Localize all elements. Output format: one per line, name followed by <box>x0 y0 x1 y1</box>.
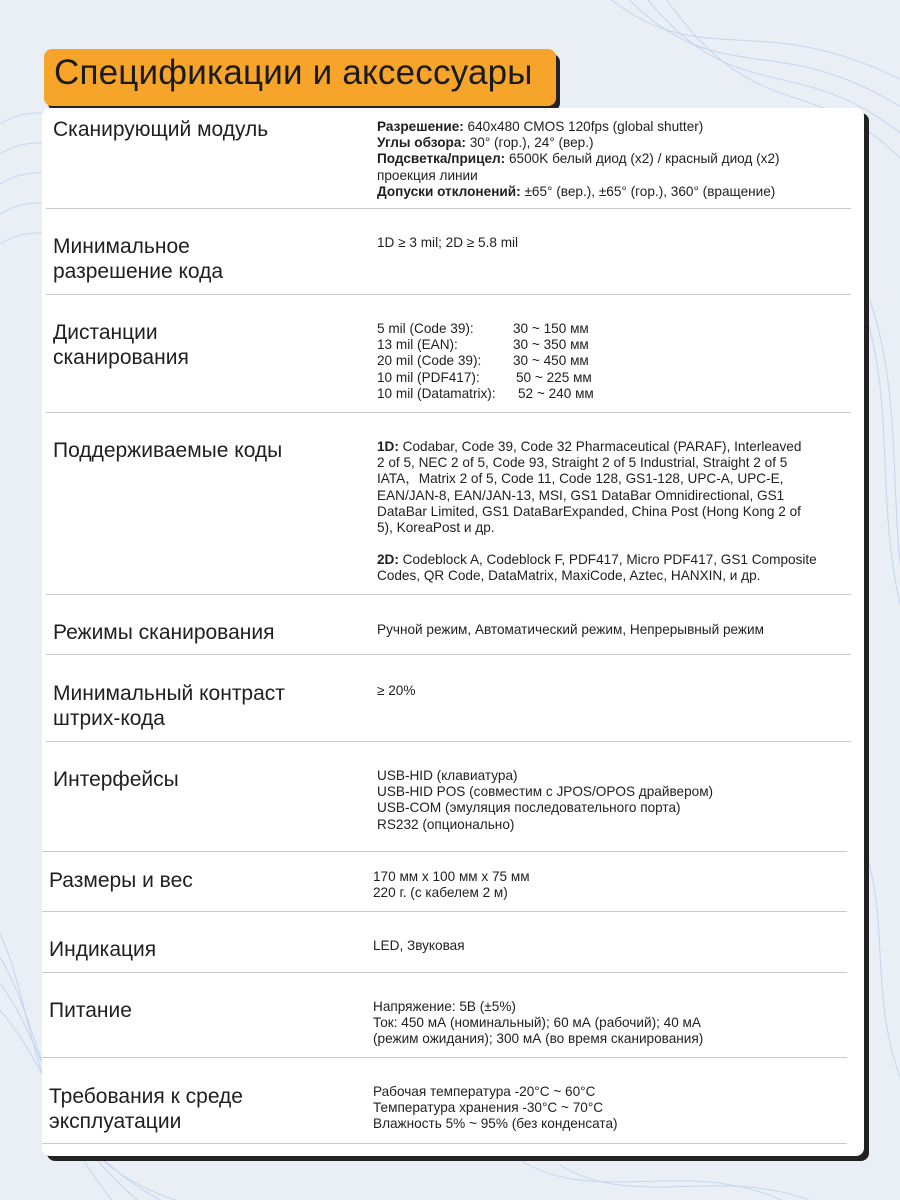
spec-label: Интерфейсы <box>53 768 179 791</box>
row-divider <box>46 294 851 295</box>
row-divider <box>42 1143 847 1144</box>
interfaces-list: USB-HID (клавиатура) USB-HID POS (совместим с JPOS/OPOS драйвером) USB-COM (эмуляция последовательного порта) RS232 (опционально) <box>377 768 714 832</box>
spec-label: Питание <box>49 999 132 1022</box>
spec-value: ≥ 20% <box>377 683 416 698</box>
spec-label: Поддерживаемые коды <box>53 439 283 462</box>
row-divider <box>46 594 851 595</box>
spec-value: 1D ≥ 3 mil; 2D ≥ 5.8 mil <box>377 235 519 250</box>
scan-distance-list <box>377 321 857 402</box>
spec-label: Режимы сканирования <box>53 621 275 644</box>
spec-value: Разрешение: 640x480 CMOS 120fps (global shutter) Углы обзора: 30° (гор.), 24° (вер.) Подсветка/прицел: 6500K белый диод (x2) / красный диод (x2) проекция линии Допуски отклонений: ±65° (вер.), ±65° (гор.), 360° (вращение) <box>377 119 780 199</box>
row-divider <box>46 412 851 413</box>
spec-value: 170 мм x 100 мм x 75 мм 220 г. (с кабелем 2 м) <box>373 869 530 901</box>
spec-value: LED, Звуковая <box>373 938 465 953</box>
distance-item: 10 mil (PDF417): 50 ~ 225 мм <box>377 369 592 385</box>
spec-value: Напряжение: 5В (±5%) Ток: 450 мА (номинальный); 60 мА (рабочий); 40 мА (режим ожидания); 300 мА (во время сканирования) <box>373 999 704 1047</box>
spec-label: Требования к среде эксплуатации <box>49 1085 243 1133</box>
row-divider <box>42 1057 847 1058</box>
page-title: Спецификации и аксессуары <box>54 53 533 92</box>
spec-table <box>42 108 864 1156</box>
row-divider <box>46 741 851 742</box>
supported-codes-list: 1D: Codabar, Code 39, Code 32 Pharmaceutical (PARAF), Interleaved 2 of 5, NEC 2 of 5, Code 93, Straight 2 of 5 Industrial, Straight 2 of 5 IATA，Matrix 2 of 5, Code 11, Code 128, GS1-128, UPC-A, UPC-E, EAN/JAN-8, EAN/JAN-13, MSI, GS1 DataBar Omnidirectional, GS1 DataBar Limited, GS1 DataBarExpanded, China Post (Hong Kong 2 of 5), KoreaPost и др. 2D: Codeblock A, Codeblock F, PDF417, Micro PDF417, GS1 Composite Codes, QR Code, DataMatrix, MaxiCode, Aztec, HANXIN, и др. <box>377 439 817 584</box>
distance-item: 5 mil (Code 39): 30 ~ 150 мм <box>377 321 589 336</box>
row-divider <box>42 911 847 912</box>
distance-item: 10 mil (Datamatrix): 52 ~ 240 мм <box>377 385 594 401</box>
page-title-badge <box>44 49 556 106</box>
row-divider <box>42 851 847 852</box>
distance-item: 13 mil (EAN): 30 ~ 350 мм <box>377 337 589 353</box>
spec-label: Минимальный контраст штрих-кода <box>53 682 285 730</box>
spec-label: Сканирующий модуль <box>53 118 269 141</box>
row-divider <box>42 972 847 973</box>
spec-value: Рабочая температура -20°C ~ 60°C Температура хранения -30°C ~ 70°C Влажность 5% ~ 95% (без конденсата) <box>373 1084 618 1132</box>
spec-value: Ручной режим, Автоматический режим, Непрерывный режим <box>377 622 764 637</box>
row-divider <box>46 654 851 655</box>
spec-label: Минимальное разрешение кода <box>53 235 224 283</box>
row-divider <box>46 208 851 209</box>
distance-item: 20 mil (Code 39): 30 ~ 450 мм <box>377 353 589 369</box>
spec-label: Дистанции сканирования <box>53 321 189 369</box>
spec-label: Размеры и вес <box>49 869 193 892</box>
spec-label: Индикация <box>49 938 157 961</box>
